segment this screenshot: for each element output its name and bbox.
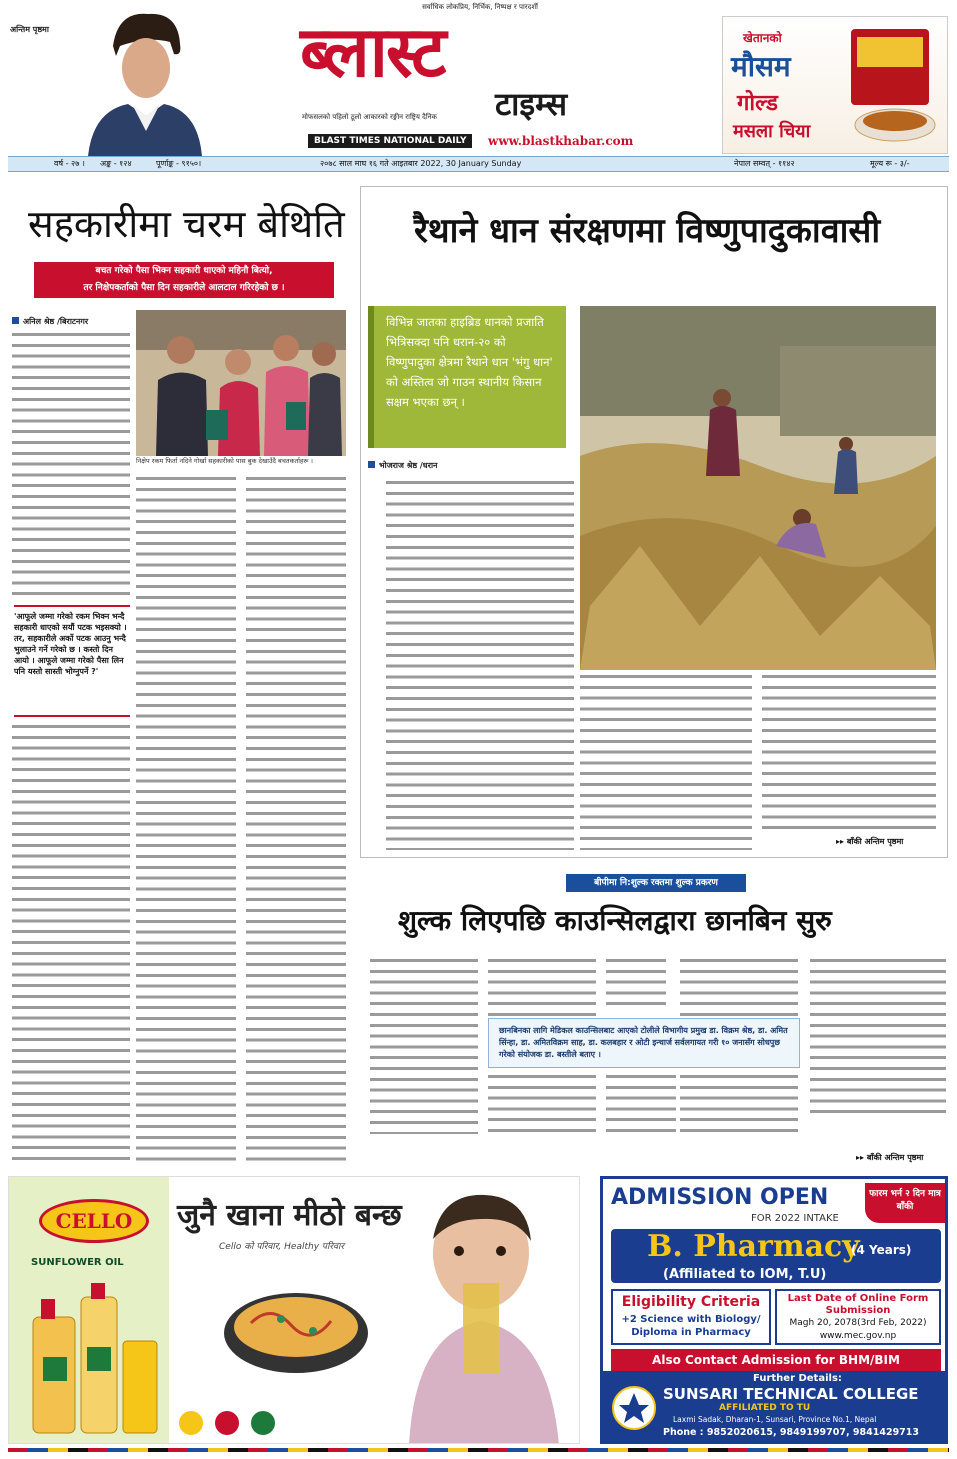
masthead-subtitle: मोफसलको पहिलो ठूलो आकारको रङ्गीन राष्ट्रिय दैनिक <box>302 113 437 121</box>
info-total: पूर्णाङ्क - ९१५०। <box>156 159 202 168</box>
story1-col1-text-lower <box>12 722 130 1164</box>
story1-deck <box>34 262 334 298</box>
college-lastdate: Magh 20, 2078(3rd Feb, 2022) <box>789 1318 927 1328</box>
story2-headline: रैथाने धान संरक्षणमा विष्णुपादुकावासी <box>414 211 881 251</box>
college-criteria-body: +2 Science with Biology/ Diploma in Pharmacy <box>621 1314 761 1338</box>
cello-slogan: जुनै खाना मीठो बन्छ <box>177 1198 402 1233</box>
info-date: २०७८ साल माघ १६ गते आइतबार 2022, 30 January Sunday <box>320 159 522 168</box>
cello-icons <box>177 1409 287 1437</box>
story2-continued-label: बाँकी अन्तिम पृष्ठमा <box>846 837 904 846</box>
masthead-tagline: सर्वाधिक लोकप्रिय, निर्भिक, निष्पक्ष र पारदर्शी <box>422 3 538 11</box>
story2-continued: ▸▸ बाँकी अन्तिम पृष्ठमा <box>836 837 904 846</box>
cello-tagline: Cello को परिवार, Healthy परिवार <box>219 1242 345 1252</box>
college-intake: FOR 2022 INTAKE <box>751 1213 839 1224</box>
college-lastdate-box <box>775 1289 941 1345</box>
info-bar <box>8 156 949 172</box>
masthead-website[interactable]: www.blastkhabar.com <box>488 134 634 148</box>
info-nepal-samvat: नेपाल सम्वत् - ११४२ <box>734 159 795 168</box>
college-years: (4 Years) <box>851 1243 912 1257</box>
registration-strip <box>8 1448 949 1452</box>
college-logo-icon <box>611 1385 657 1431</box>
story3-col3-text-top <box>606 956 666 1006</box>
story2-col3-text <box>762 672 936 832</box>
cello-brand: CELLO <box>39 1199 149 1243</box>
college-name: SUNSARI TECHNICAL COLLEGE <box>663 1385 919 1403</box>
story1-col1-text <box>12 330 130 602</box>
college-program: B. Pharmacy <box>647 1229 860 1264</box>
college-affiliated: AFFILIATED TO TU <box>719 1403 811 1413</box>
story1-deck-line1: बचत गरेको पैसा भिक्न सहकारी धाएको महिनौ बित्यो, <box>95 266 273 276</box>
noodle-bowl-image <box>221 1273 371 1383</box>
story3-continued-label: बाँकी अन्तिम पृष्ठमा <box>866 1153 924 1162</box>
story3-col3-text <box>606 1072 676 1134</box>
story1-pullquote: 'आफूले जम्मा गरेको रकम भिक्न भन्दै सहकारी धाएको सयौं पटक भइसक्यो । तर, सहकारीले अर्को पटक आउनु भन्दै भुलाउने गर्ने गरेको छ । कस्तो दिन आयो । आफूले जम्मा गरेको पैसा लिन पनि यस्तो सास्ती भोग्नुपर्ने ?' <box>14 605 130 717</box>
tea-brand: खेतानको <box>743 31 782 45</box>
ad-cello[interactable] <box>8 1176 580 1444</box>
story1-photo-caption: निक्षेप रकम फिर्ता नदिने गोर्खा सहकारीको पास बुक देखाउँदै बचतकर्ताहरू । <box>136 457 313 465</box>
story3-headline: शुल्क लिएपछि काउन्सिलद्वारा छानबिन सुरु <box>398 904 832 937</box>
story1-headline: सहकारीमा चरम बेथिति <box>28 202 345 246</box>
info-price: मूल्य रू - ३/- <box>870 159 910 168</box>
college-also: Also Contact Admission for BHM/BIM <box>611 1349 941 1371</box>
ad-tea[interactable] <box>722 16 948 154</box>
story3-col1-text <box>370 956 478 1134</box>
cello-product: SUNFLOWER OIL <box>31 1257 124 1268</box>
last-page-label: अन्तिम पृष्ठमा <box>10 25 49 34</box>
story2-photo <box>580 306 936 670</box>
story2-col1-text <box>386 478 574 850</box>
story3-col4-text-top <box>680 956 798 1016</box>
college-further: Further Details: <box>753 1373 842 1384</box>
tea-pack-image <box>841 25 945 151</box>
ad-college[interactable] <box>600 1176 948 1444</box>
story1-deck-line2: तर निक्षेपकर्ताको पैसा दिन सहकारीले आलटाल गरिरहेको छ । <box>83 283 285 293</box>
oil-bottles-image <box>23 1277 163 1437</box>
story3-col4-text <box>680 1072 798 1134</box>
story3-col2-text-top <box>488 956 596 1016</box>
college-criteria-box <box>611 1289 771 1345</box>
college-address: Laxmi Sadak, Dharan-1, Sunsari, Province No.1, Nepal <box>673 1415 877 1424</box>
college-lastdate-title: Last Date of Online Form Submission <box>787 1293 929 1316</box>
info-issue: अङ्क - १२४ <box>100 159 132 168</box>
story1-photo <box>136 310 346 456</box>
college-tag: फारम भर्न २ दिन मात्र बाँकी <box>865 1183 945 1223</box>
tea-line3: मसला चिया <box>733 121 811 142</box>
story2-col2-text <box>580 672 752 850</box>
info-year: वर्ष - २७ । <box>54 159 85 168</box>
college-criteria-title: Eligibility Criteria <box>621 1294 761 1310</box>
masthead-title: ब्लास्ट <box>300 10 445 93</box>
masthead-title-sub: टाइम्स <box>495 85 568 123</box>
story2-lead: विभिन्न जातका हाइब्रिड धानको प्रजाति भित्रिसक्दा पनि धरान-२० को विष्णुपादुका क्षेत्रमा रैथाने धान 'भंगु धान' को अस्तित्व जो गाउन स्थानीय किसान सक्षम भएका छन् । <box>368 306 566 448</box>
story3-col5-text <box>810 956 946 1116</box>
story3-kicker: बीपीमा नि:शुल्क रक्तमा शुल्क प्रकरण <box>566 874 746 892</box>
college-affiliation: (Affiliated to IOM, T.U) <box>663 1267 827 1282</box>
college-headline: ADMISSION OPEN <box>611 1185 829 1210</box>
story3-caption: छानबिनका लागि मेडिकल काउन्सिलबाट आएको टोलीले विभागीय प्रमुख डा. विक्रम श्रेष्ठ, डा. अमित सिंन्हा, डा. अमितविक्रम साह, डा. कलबहार र ओटी इन्चार्ज सर्वलगायत गरी १० जनासँग सोधपुछ गरेको संयोजक डा. बस्तीले बताए । <box>488 1018 800 1068</box>
boy-photo <box>389 1183 579 1444</box>
masthead-english-name: BLAST TIMES NATIONAL DAILY <box>308 134 472 148</box>
college-phone[interactable]: Phone : 9852020615, 9849199707, 9841429713 <box>663 1427 920 1438</box>
story2-byline: भोजराज श्रेष्ठ /धरान <box>368 460 437 471</box>
story3-col2-text <box>488 1072 596 1134</box>
college-web[interactable]: www.mec.gov.np <box>819 1331 897 1341</box>
masthead-logo <box>290 2 670 152</box>
tea-line2: गोल्ड <box>737 90 778 116</box>
tea-line1: मौसम <box>731 50 791 83</box>
story1-col2-text <box>136 474 236 1164</box>
story3-continued: ▸▸ बाँकी अन्तिम पृष्ठमा <box>856 1153 924 1162</box>
masthead-portrait <box>8 6 228 156</box>
story1-byline: अनिल श्रेष्ठ /बिराटनगर <box>12 316 88 327</box>
portrait-photo <box>78 6 208 156</box>
story1-col3-text <box>246 474 346 1164</box>
